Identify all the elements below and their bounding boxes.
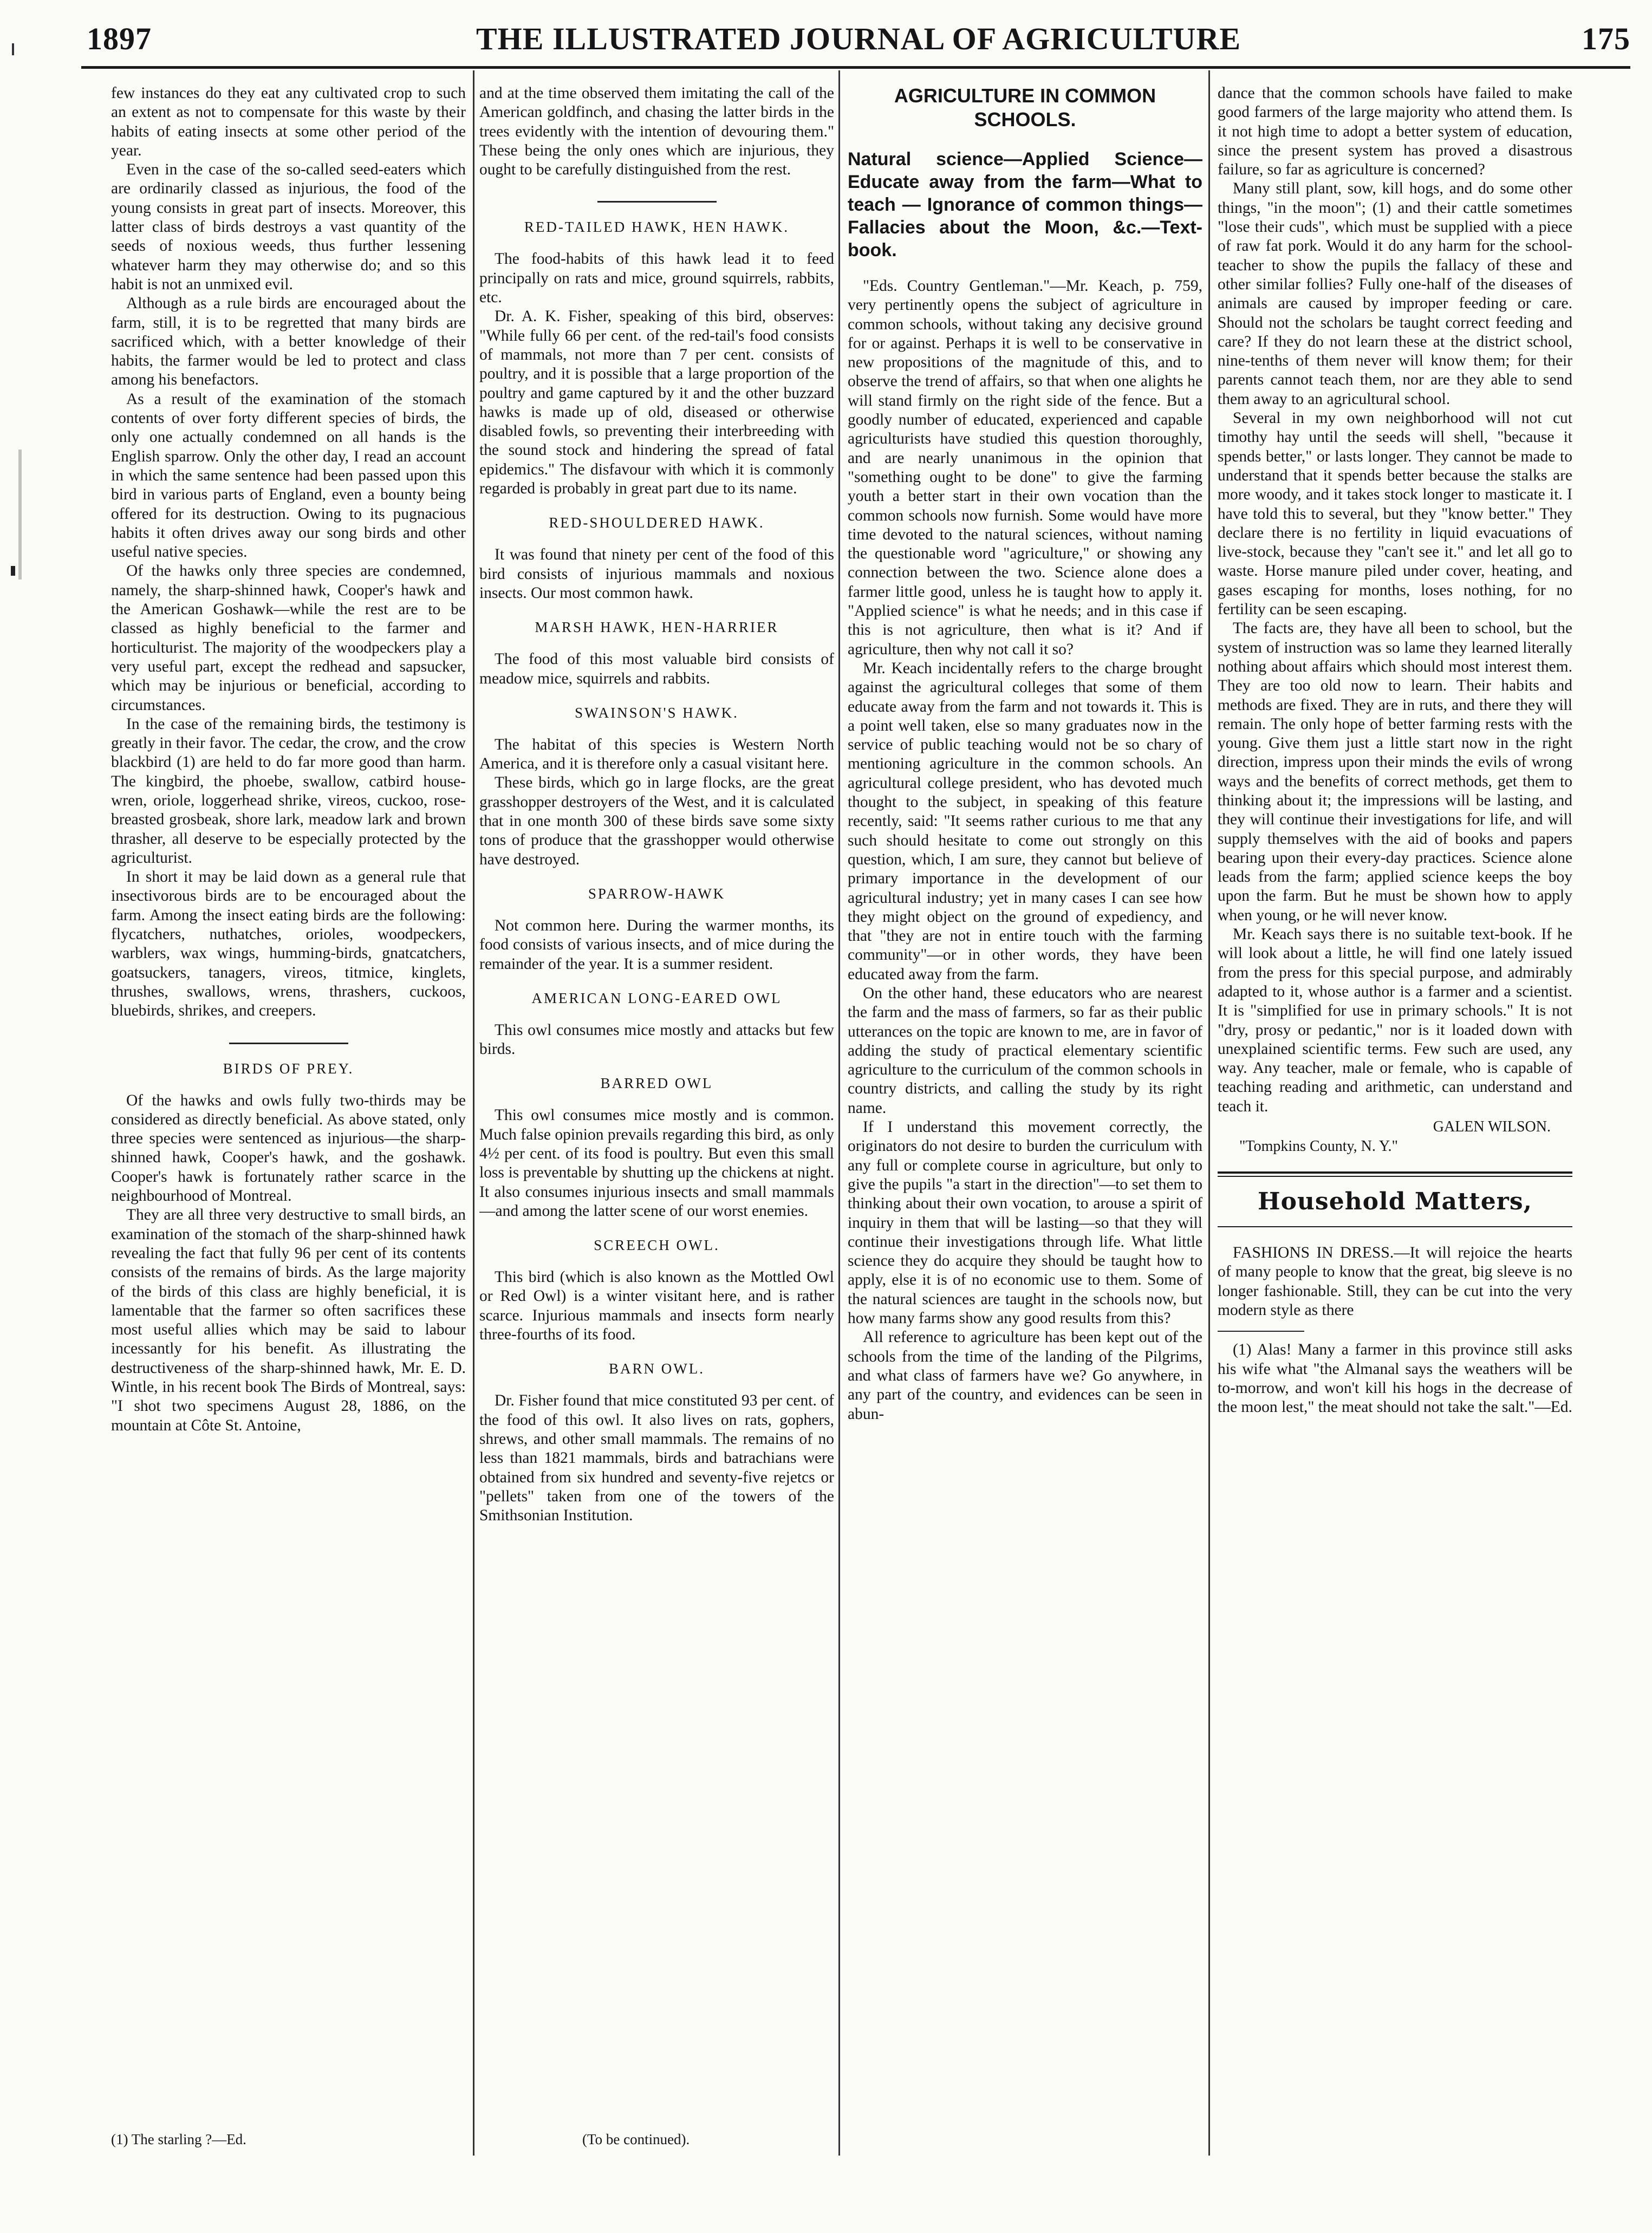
paragraph: Even in the case of the so-called seed-eaters which are ordinarily classed as injurious, the food of the young consists in great part of insects. Moreover, this latter class of birds destroys a vast quantity of the seeds of noxious weeds, thus further lessening whatever harm they may otherwise do; and so this habit is not an unmixed evil. [111,161,466,293]
column-3 [848,84,1202,2158]
section-rule [229,1043,348,1044]
paragraph: dance that the common schools have failed to make good farmers of the large majority who attend them. Is it not high time to adopt a better system of education, since the present system has proved a disastrous failure, so far as agriculture is concerned? [1218,84,1572,179]
section-heading-swainsons-hawk: SWAINSON'S HAWK. [575,704,739,721]
section-heading-barred-owl: BARRED OWL [600,1075,713,1092]
paragraph: Not common here. During the warmer months, its food consists of various insects, and of mice during the remainder of the year. It is a summer resident. [479,916,834,973]
paragraph: In short it may be laid down as a general rule that insectivorous birds are to be encouraged about the farm. Among the insect eating birds are the following: flycatchers, nuthatches, orioles, woodpeckers, warblers, wax wings, humming-birds, gnatcatchers, goatsuckers, tanagers, vireos, titmice, kinglets, thrushes, swallows, wrens, thrashers, cuckoos, bluebirds, shrikes, and creepers. [111,868,466,1020]
paragraph: and at the time observed them imitating the call of the American goldfinch, and chasing the latter birds in the trees evidently with the intention of devouring them." These being the only ones which are injurious, they ought to be carefully distinguished from the rest. [479,84,834,179]
section-rule [597,201,717,203]
paragraph: This owl consumes mice mostly and is common. Much false opinion prevails regarding this bird, as only 4½ per cent. of its food is poultry. But even this small loss is preventable by shutting up the chickens at night. It also consumes injurious insects and small mammals—and among the latter scene of our worst enemies. [479,1106,834,1220]
paragraph: It was found that ninety per cent of the food of this bird consists of injurious mammals and noxious insects. Our most common hawk. [479,546,834,602]
section-heading-red-shouldered-hawk: RED-SHOULDERED HAWK. [549,515,765,531]
paragraph: All reference to agriculture has been kept out of the schools from the time of the landing of the Pilgrims, and what class of farmers have we? Go anywhere, in any part of the country, and evidences can be seen in abun- [848,1329,1202,1423]
header-year: 1897 [87,21,152,56]
header-rule [81,66,1630,69]
paragraph: Of the hawks only three species are condemned, namely, the sharp-shinned hawk, Cooper's hawk and the American Goshawk—while the rest are to be classed as highly beneficial to the farmer and horticulturist. The majority of the woodpeckers play a very useful part, except the redhead and sapsucker, which may be injurious or beneficial, according to circumstances. [111,562,466,714]
paragraph: The food-habits of this hawk lead it to feed principally on rats and mice, ground squirrels, rabbits, etc. [479,250,834,307]
column-divider [473,70,474,2156]
paragraph: The food of this most valuable bird consists of meadow mice, squirrels and rabbits. [479,650,834,687]
article-title: AGRICULTURE IN COMMON SCHOOLS. [894,84,1156,131]
column-2 [479,84,834,2158]
paragraph: Dr. Fisher found that mice constituted 93 per cent. of the food of this owl. It also lives on rats, gophers, shrews, and other small mammals. The remains of no less than 1821 mammals, birds and batrachians were obtained from six hundred and seventy-five rejetcs or "pellets" taken from one of the towers of the Smithsonian Institution. [479,1392,834,1525]
paragraph: Mr. Keach incidentally refers to the charge brought against the agricultural colleges that some of them educate away from the farm and not towards it. This is a point well taken, else so many graduates now in the service of public teaching would not be so chary of mentioning agriculture in the common schools. An agricultural college president, who has devoted much thought to the subject, in speaking of this feature recently, said: "It seems rather curious to me that any such should hesitate to come out strongly on this question, which, I am sure, they cannot but believe of primary importance in the development of our agricultural industry; yet in many cases I can see how they might object on the ground of expediency, and that "they are not in entire touch with the farming community"—or in other words, they have been educated away from the farm. [848,659,1202,983]
journal-title: THE ILLUSTRATED JOURNAL OF AGRICULTURE [476,21,1241,56]
footnote: (1) Alas! Many a farmer in this province still asks his wife what "the Almanal says the weathers will be to-morrow, and won't kill his hogs in the decrease of the moon lest," the meat should not take the salt."—Ed. [1218,1341,1572,1416]
section-rule [1218,1176,1572,1177]
section-heading-red-tailed-hawk: RED-TAILED HAWK, HEN HAWK. [524,219,790,236]
paragraph: These birds, which go in large flocks, are the great grasshopper destroyers of the West, and it is calculated that in one month 300 of these birds save some sixty tons of produce that the grasshopper would otherwise have destroyed. [479,774,834,868]
paragraph: On the other hand, these educators who are nearest the farm and the mass of farmers, so far as their public utterances on the topic are known to me, are in favor of adding the study of practical elementary scientific agriculture to the curriculum of the common schools in country districts, and calling the study by its right name. [848,984,1202,1117]
paragraph: Mr. Keach says there is no suitable text-book. If he will look about a little, he will find one lately issued from the press for this special purpose, and admirably adapted to it, whose author is a farmer and a scientist. It is "simplified for use in primary schools." It is not "dry, prosy or pedantic," nor is it loaded down with unexplained scientific terms. Few such are used, any way. Any teacher, male or female, who is capable of teaching reading and arithmetic, can understand and teach it. [1218,926,1572,1115]
page-number: 175 [1582,21,1630,56]
paragraph: If I understand this movement correctly, the originators do not desire to burden the curriculum with any full or complete course in agriculture, but only to give the pupils "a start in the direction"—to set them to thinking about their own vocation, to arouse a spirit of inquiry in them that will be lasting—so that they will continue their investigations through life. What little science they do acquire they should be taught how to apply, else it is of no economic use to them. Some of the natural sciences are taught in the schools now, but how many farms show any good results from this? [848,1118,1202,1327]
article-subtitle: Natural science—Applied Science—Educate away from the farm—What to teach — Ignorance of common things—Fallacies about the Moon, &c.—Text-book. [848,149,1202,261]
paragraph: Although as a rule birds are encouraged about the farm, still, it is to be regretted that many birds are sacrificed which, with a better knowledge of their habits, the farmer would be led to protect and class among his benefactors. [111,295,466,389]
margin-mark [12,43,14,55]
margin-mark [18,450,22,580]
paragraph: In the case of the remaining birds, the testimony is greatly in their favor. The cedar, the crow, and the crow blackbird (1) are held to do far more good than harm. The kingbird, the phoebe, swallow, catbird house-wren, oriole, loggerhead shrike, vireos, cuckoo, rose-breasted grosbeak, shore lark, meadow lark and brown thrasher, all deserve to be especially protected by the agriculturist. [111,715,466,867]
section-rule [1218,1226,1572,1227]
masthead [87,21,1630,64]
margin-mark [11,566,15,576]
paragraph: Dr. A. K. Fisher, speaking of this bird, observes: "While fully 66 per cent. of the red-tail's food consists of mammals, not more than 7 per cent. consists of poultry, and it is possible that a large proportion of the poultry and game captured by it and the other buzzard hawks is made up of old, diseased or otherwise disabled fowls, so preventing their interbreeding with the sound stock and hindering the spread of fatal epidemics." The disfavour with which it is commonly regarded is probably in great part due to its name. [479,308,834,498]
column-divider [1208,70,1210,2156]
household-matters-heading: Household Matters, [1258,1188,1532,1216]
author-location: "Tompkins County, N. Y." [1239,1138,1398,1155]
paragraph: The facts are, they have all been to school, but the system of instruction was so lame they learned literally nothing about affairs which should most interest them. They are too old now to learn. Their habits and methods are fixed. They are in ruts, and there they will remain. The only hope of better farming rests with the young. Give them just a little start now in the right direction, impress upon their minds the evils of wrong ways and the benefits of correct methods, get them to thinking about it; the impressions will be lasting, and they will continue their investigations for life, and will supply themselves with the aid of books and papers bearing upon their every-day practices. Science alone leads from the farm; applied science keeps the boy upon the farm. But he must be shown how to apply when young, or he will never know. [1218,620,1572,924]
column-4 [1218,84,1572,2158]
paragraph: They are all three very destructive to small birds, an examination of the stomach of the sharp-shinned hawk revealing the fact that fully 96 per cent of its contents consists of the remains of birds. As the large majority of the birds of this class are highly beneficial, it is lamentable that the farmer so often sacrifices these most useful allies which may be said to labour incessantly for his benefit. As illustrating the destructiveness of the sharp-shinned hawk, Mr. E. D. Wintle, in his recent book The Birds of Montreal, says: "I shot two specimens August 28, 1886, on the mountain at Côte St. Antoine, [111,1206,466,1434]
author-signature: GALEN WILSON. [1433,1118,1551,1136]
section-heading-marsh-hawk: MARSH HAWK, HEN-HARRIER [535,619,779,636]
paragraph: FASHIONS IN DRESS.—It will rejoice the hearts of many people to know that the great, big sleeve is no longer fashionable. Still, they can be cut into the very modern style as there [1218,1244,1572,1319]
section-rule [1218,1171,1572,1174]
paragraph: Several in my own neighborhood will not cut timothy hay until the seeds will shell, "because it spends better," or lasts longer. They cannot be made to understand that it spends better because the stalks are more woody, and it takes stock longer to masticate it. I have told this to several, but they "know better." They declare there is no fertility in liquid evacuations of live-stock, because they "can't see it." and let all go to waste. Horse manure piled under cover, heating, and gases escaping for months, loses nothing, for no fertility can be seen escaping. [1218,409,1572,619]
column-divider [838,70,840,2156]
paragraph: The habitat of this species is Western North America, and it is therefore only a casual visitant here. [479,735,834,773]
footnote-rule [1218,1331,1304,1332]
paragraph: This bird (which is also known as the Mottled Owl or Red Owl) is a winter visitant here, and is rather scarce. Injurious mammals and insects form nearly three-fourths of its food. [479,1268,834,1344]
continued-note: (To be continued). [582,2131,690,2147]
paragraph: few instances do they eat any cultivated crop to such an extent as not to compensate for this waste by their habits of eating insects at some other period of the year. [111,84,466,159]
paragraph: Of the hawks and owls fully two-thirds may be considered as directly beneficial. As above stated, only three species were sentenced as injurious—the sharp-shinned hawk, Cooper's hawk, and the goshawk. Cooper's hawk is fortunately rather scarce in the neighbourhood of Montreal. [111,1091,466,1205]
section-heading-screech-owl: SCREECH OWL. [594,1237,720,1254]
column-1 [111,84,466,2158]
section-heading-barn-owl: BARN OWL. [609,1360,705,1377]
section-heading-sparrow-hawk: SPARROW-HAWK [588,885,726,902]
paragraph: Many still plant, sow, kill hogs, and do some other things, "in the moon"; (1) and their cattle sometimes "lose their cuds", which must be supplied with a piece of raw fat pork. Would it do any harm for the school-teacher to show the pupils the fallacy of these and other similar follies? Fully one-half of the diseases of animals are caused by improper feeding or care. Should not the scholars be taught correct feeding and care? If they do not learn these at the district school, nine-tenths of them never will know them; for their parents cannot teach them, nor are they able to send them away to an agricultural school. [1218,180,1572,408]
paragraph: "Eds. Country Gentleman."—Mr. Keach, p. 759, very pertinently opens the subject of agriculture in common schools, without taking any decisive ground for or against. Perhaps it is well to be conservative in new propositions of the magnitude of this, and to observe the trend of affairs, so that when one alights he will stand firmly on the right side of the fence. But a goodly number of educated, experienced and capable agriculturists have studied this question thoroughly, and are nearly unanimous in the opinion that "something ought to be done" to give the farming youth a better start in their own vocation than the common schools now furnish. Some would have more time devoted to the natural sciences, without naming the questionable word "agriculture," or showing any connection between the two. Science alone does a farmer little good, unless he is taught how to apply it. "Applied science" is what he needs; and in this case if this is not agriculture, then what is it? And if agriculture, then why not call it so? [848,277,1202,658]
footnote: (1) The starling ?—Ed. [111,2131,246,2147]
section-heading-long-eared-owl: AMERICAN LONG-EARED OWL [531,989,782,1006]
section-heading-birds-of-prey: BIRDS OF PREY. [223,1060,354,1077]
paragraph: As a result of the examination of the stomach contents of over forty different species of birds, the only one actually condemned on all hands is the English sparrow. Only the other day, I read an account in which the same sentence had been passed upon this bird in various parts of England, even a bounty being offered for its destruction. Owing to its pugnacious habits it often drives away our song birds and other useful native species. [111,390,466,561]
paragraph: This owl consumes mice mostly and attacks but few birds. [479,1021,834,1058]
